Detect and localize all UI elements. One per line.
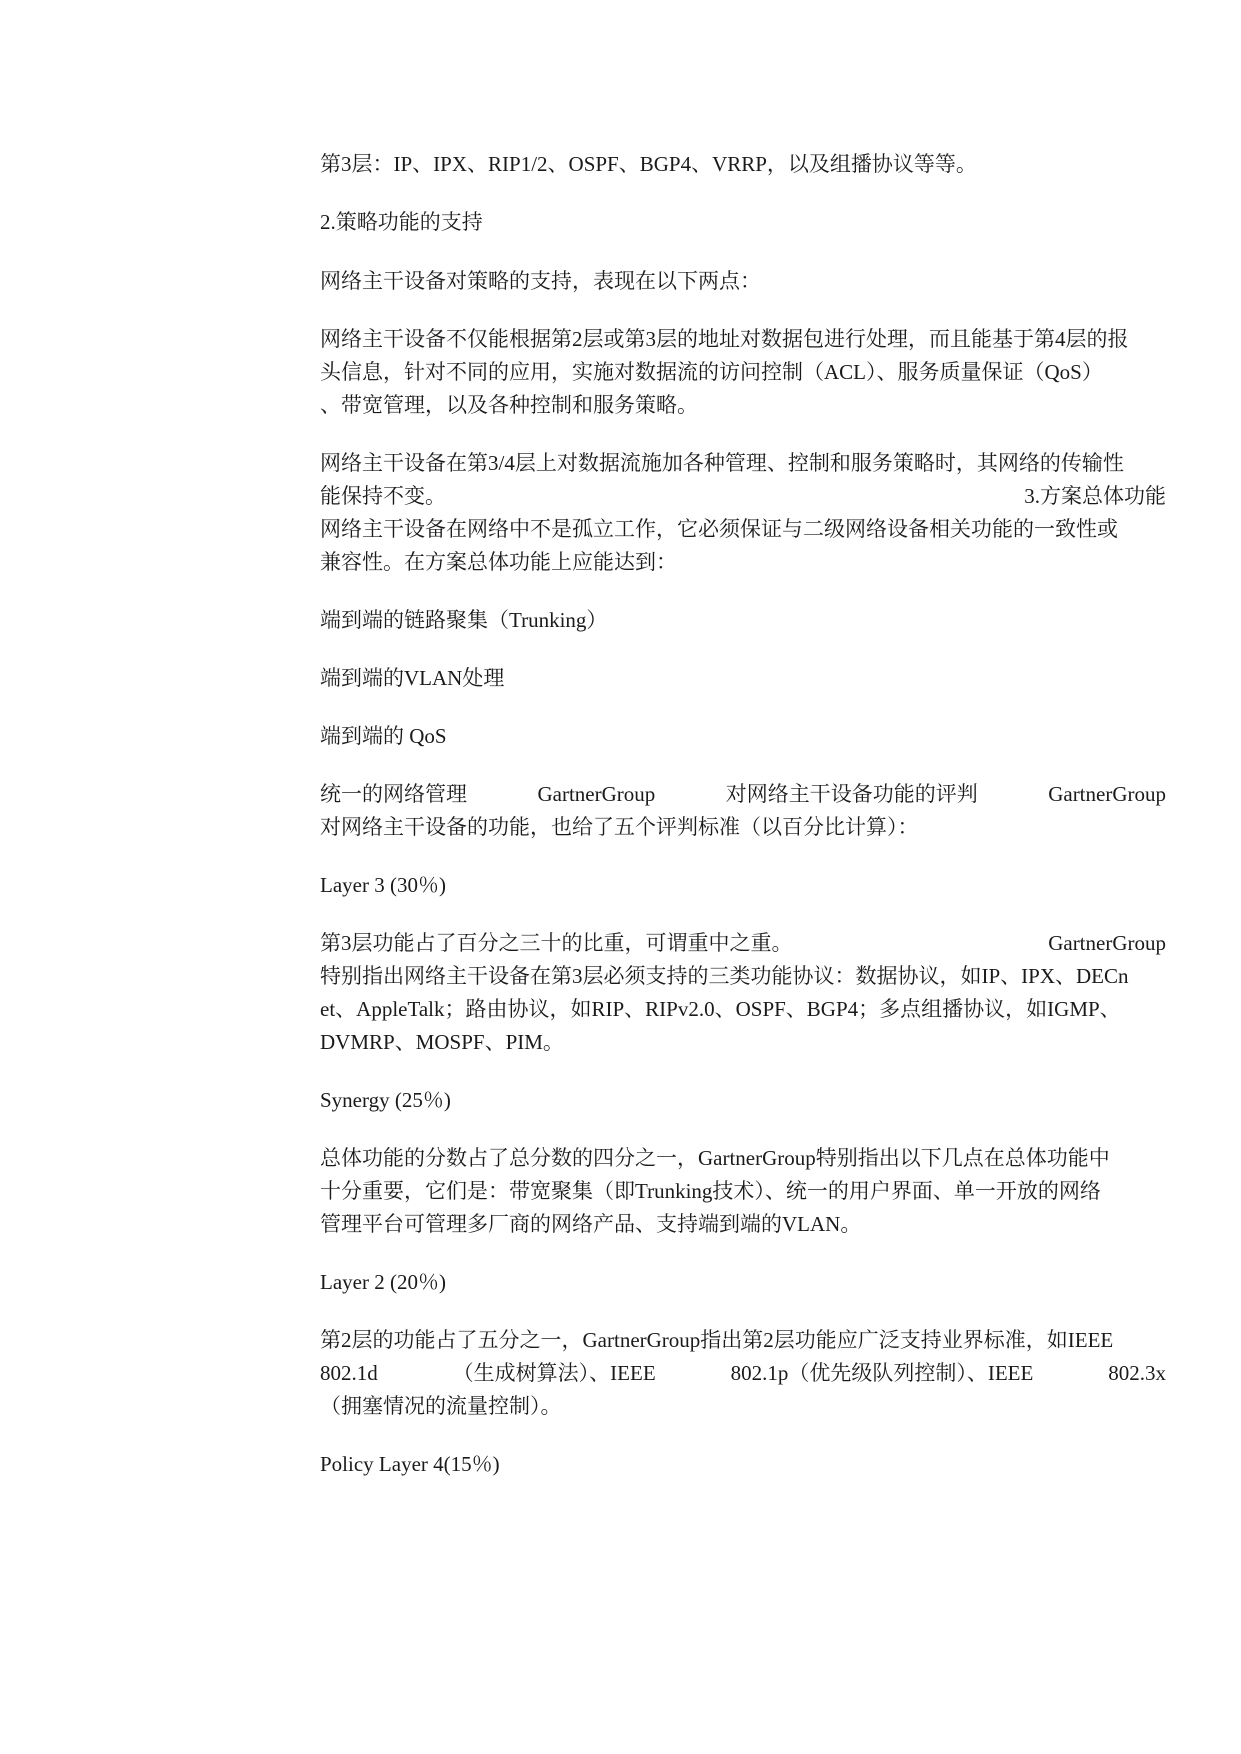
criterion-heading: Policy Layer 4(15％): [320, 1452, 500, 1476]
criterion-heading: Layer 2 (20％): [320, 1270, 446, 1294]
paragraph-line-justified: [320, 778, 1166, 811]
text-fragment: 能保持不变。: [320, 484, 446, 508]
text-fragment: 第3层功能占了百分之三十的比重，可谓重中之重。: [320, 931, 793, 955]
text-fragment: 802.1p（优先级队列控制）、IEEE: [730, 1361, 1034, 1385]
paragraph-line: 总体功能的分数占了总分数的四分之一，GartnerGroup特别指出以下几点在总体功能中: [320, 1146, 1110, 1170]
paragraph-line: 网络主干设备不仅能根据第2层或第3层的地址对数据包进行处理，而且能基于第4层的报: [320, 327, 1129, 351]
paragraph-line: 兼容性。在方案总体功能上应能达到：: [320, 550, 677, 574]
paragraph-line: 头信息，针对不同的应用，实施对数据流的访问控制（ACL）、服务质量保证（QoS）: [320, 360, 1103, 384]
text-fragment: 统一的网络管理: [320, 782, 467, 806]
section-heading-overall: 3.方案总体功能: [1024, 484, 1166, 508]
paragraph-line: 网络主干设备在网络中不是孤立工作，它必须保证与二级网络设备相关功能的一致性或: [320, 517, 1118, 541]
paragraph-line: et、AppleTalk；路由协议，如RIP、RIPv2.0、OSPF、BGP4；多点组播协议，如IGMP、: [320, 997, 1121, 1021]
text-fragment: GartnerGroup: [1048, 782, 1166, 806]
paragraph-line: （拥塞情况的流量控制）。: [320, 1394, 562, 1418]
paragraph-line-justified: [320, 480, 1166, 513]
paragraph-line: 特别指出网络主干设备在第3层必须支持的三类功能协议：数据协议，如IP、IPX、DECn: [320, 964, 1129, 988]
criterion-heading: Synergy (25％): [320, 1088, 451, 1112]
paragraph-policy-intro: 网络主干设备对策略的支持，表现在以下两点：: [320, 269, 761, 293]
paragraph-line: 对网络主干设备的功能，也给了五个评判标准（以百分比计算）：: [320, 815, 919, 839]
list-item: 端到端的VLAN处理: [320, 666, 505, 690]
paragraph-line: 十分重要，它们是：带宽聚集（即Trunking技术）、统一的用户界面、单一开放的网络: [320, 1179, 1101, 1203]
paragraph-line: 管理平台可管理多厂商的网络产品、支持端到端的VLAN。: [320, 1212, 862, 1236]
list-item: 端到端的链路聚集（Trunking）: [320, 608, 608, 632]
paragraph-line: 网络主干设备在第3/4层上对数据流施加各种管理、控制和服务策略时，其网络的传输性: [320, 451, 1124, 475]
paragraph-line-justified: [320, 927, 1166, 960]
text-fragment: 802.1d: [320, 1361, 378, 1385]
text-fragment: GartnerGroup: [1048, 931, 1166, 955]
section-heading-policy: 2.策略功能的支持: [320, 210, 483, 234]
paragraph-layer3-protocols: 第3层：IP、IPX、RIP1/2、OSPF、BGP4、VRRP，以及组播协议等等。: [320, 152, 977, 176]
paragraph-line-justified: [320, 1357, 1166, 1390]
paragraph-line: 第2层的功能占了五分之一，GartnerGroup指出第2层功能应广泛支持业界标准，如IEEE: [320, 1328, 1114, 1352]
text-fragment: （生成树算法）、IEEE: [452, 1361, 656, 1385]
criterion-heading: Layer 3 (30％): [320, 873, 446, 897]
text-fragment: 对网络主干设备功能的评判: [725, 782, 978, 806]
text-fragment: 802.3x: [1108, 1361, 1166, 1385]
paragraph-line: 、带宽管理，以及各种控制和服务策略。: [320, 393, 698, 417]
paragraph-line: DVMRP、MOSPF、PIM。: [320, 1030, 564, 1054]
list-item: 端到端的 QoS: [320, 724, 447, 748]
text-fragment: GartnerGroup: [537, 782, 656, 806]
